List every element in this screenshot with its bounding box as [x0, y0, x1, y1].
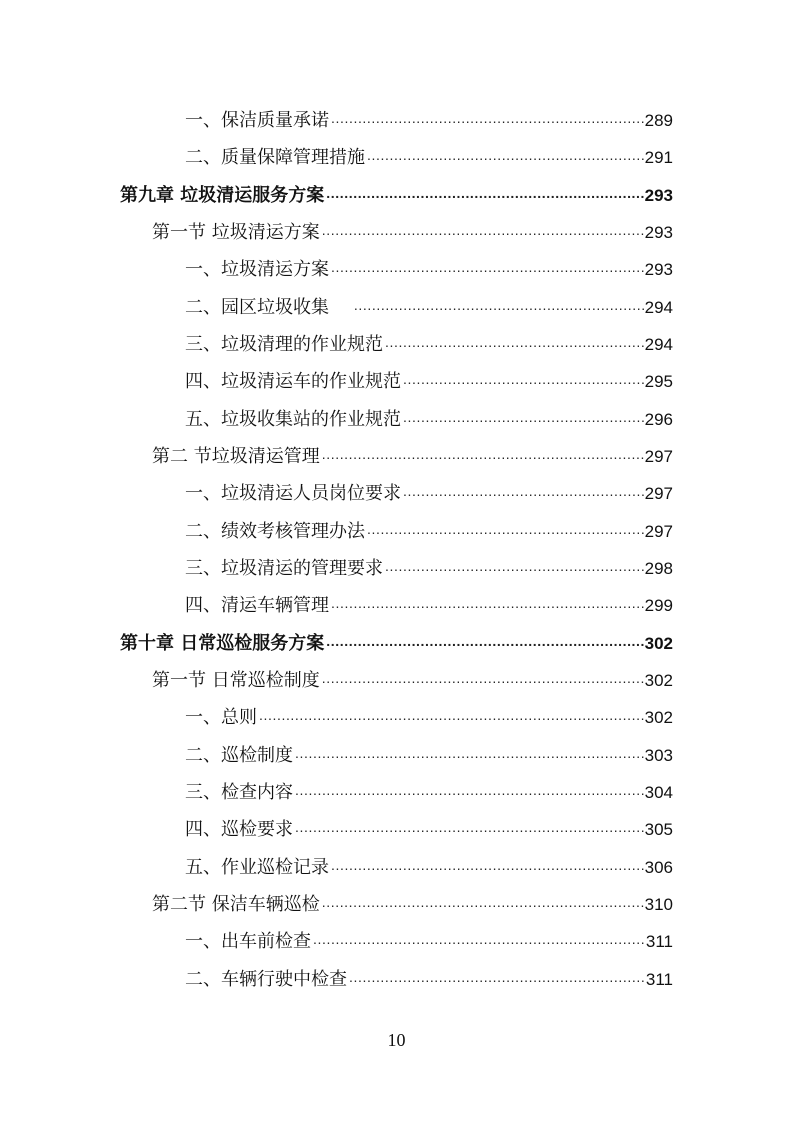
- toc-entry-label: 二、巡检制度: [185, 745, 293, 766]
- leader-dots: [349, 966, 645, 988]
- toc-entry-label: 三、垃圾清运的管理要求: [185, 558, 383, 579]
- toc-entry-page: 294: [644, 335, 673, 354]
- toc-entry-label: 一、垃圾清运方案: [185, 259, 329, 280]
- leader-dots: [295, 779, 644, 801]
- toc-entry-label: 二、质量保障管理措施: [185, 147, 365, 168]
- page-number: 10: [387, 1030, 406, 1050]
- leader-dots: [403, 406, 644, 428]
- toc-entry-label: 一、保洁质量承诺: [185, 110, 329, 131]
- toc-entry-page: 293: [644, 260, 673, 279]
- toc-entry[interactable]: [185, 475, 673, 505]
- toc-entry[interactable]: [185, 363, 673, 393]
- toc-entry-page: 293: [644, 223, 673, 242]
- toc-entry-label: 二、绩效考核管理办法: [185, 521, 365, 542]
- toc-entry[interactable]: [185, 513, 673, 543]
- toc-entry-page: 310: [644, 895, 673, 914]
- leader-dots: [367, 518, 644, 540]
- leader-dots: [354, 294, 644, 316]
- toc-entry[interactable]: [185, 849, 673, 879]
- toc-entry-label: 一、出车前检查: [185, 931, 311, 952]
- toc-entry[interactable]: [185, 961, 673, 991]
- leader-dots: [322, 443, 644, 465]
- toc-section-entry[interactable]: [152, 662, 673, 692]
- leader-dots: [331, 256, 644, 278]
- toc-entry-label: 第二 节垃圾清运管理: [152, 446, 320, 467]
- leader-dots: [322, 667, 644, 689]
- toc-section-entry[interactable]: [152, 886, 673, 916]
- toc-entry-page: 311: [645, 970, 673, 989]
- leader-dots: [295, 816, 644, 838]
- leader-dots: [259, 704, 644, 726]
- leader-dots: [326, 182, 643, 204]
- toc-entry[interactable]: [185, 699, 673, 729]
- toc-entry-label: 四、垃圾清运车的作业规范: [185, 371, 401, 392]
- toc-entry-label: 第一节 日常巡检制度: [152, 670, 320, 691]
- toc-entry-page: 304: [644, 783, 673, 802]
- toc-entry-page: 305: [644, 820, 673, 839]
- leader-dots: [385, 331, 644, 353]
- toc-entry-label: 二、园区垃圾收集: [185, 297, 352, 318]
- toc-entry-page: 294: [644, 298, 673, 317]
- toc-chapter-entry[interactable]: [120, 177, 673, 207]
- toc-entry-label: 五、作业巡检记录: [185, 857, 329, 878]
- toc-entry-page: 289: [644, 111, 673, 130]
- leader-dots: [313, 928, 645, 950]
- toc-entry[interactable]: [185, 737, 673, 767]
- toc-entry-label: 二、车辆行驶中检查: [185, 969, 347, 990]
- toc-section-entry[interactable]: [152, 438, 673, 468]
- toc-entry[interactable]: [185, 139, 673, 169]
- toc-entry-label: 五、垃圾收集站的作业规范: [185, 409, 401, 430]
- leader-dots: [367, 144, 644, 166]
- toc-entry-page: 296: [644, 410, 673, 429]
- toc-entry[interactable]: [185, 102, 673, 132]
- leader-dots: [385, 555, 644, 577]
- toc-entry-page: 302: [644, 634, 673, 653]
- toc-entry-page: 297: [644, 447, 673, 466]
- toc-entry-label: 三、垃圾清理的作业规范: [185, 334, 383, 355]
- toc-entry-page: 297: [644, 484, 673, 503]
- toc-entry-label: 第十章 日常巡检服务方案: [120, 633, 325, 654]
- toc-entry-label: 第二节 保洁车辆巡检: [152, 894, 320, 915]
- toc-entry[interactable]: [185, 811, 673, 841]
- toc-entry-page: 303: [644, 746, 673, 765]
- leader-dots: [331, 592, 644, 614]
- toc-entry-page: 293: [644, 186, 673, 205]
- toc-chapter-entry[interactable]: [120, 625, 673, 655]
- leader-dots: [322, 219, 644, 241]
- toc-entry-page: 302: [644, 671, 673, 690]
- toc-entry-page: 291: [644, 148, 673, 167]
- toc-entry-label: 一、总则: [185, 707, 257, 728]
- leader-dots: [322, 891, 644, 913]
- toc-entry-page: 306: [644, 858, 673, 877]
- toc-entry[interactable]: [185, 326, 673, 356]
- toc-entry-label: 三、检查内容: [185, 782, 293, 803]
- toc-entry-label: 四、清运车辆管理: [185, 595, 329, 616]
- toc-entry-page: 302: [644, 708, 673, 727]
- toc-entry[interactable]: [185, 289, 673, 319]
- toc-entry-label: 第一节 垃圾清运方案: [152, 222, 320, 243]
- toc-entry[interactable]: [185, 401, 673, 431]
- toc-entry-page: 299: [644, 596, 673, 615]
- toc-entry[interactable]: [185, 587, 673, 617]
- toc-entry-page: 297: [644, 522, 673, 541]
- leader-dots: [295, 742, 644, 764]
- toc-entry-page: 298: [644, 559, 673, 578]
- toc-entry[interactable]: [185, 774, 673, 804]
- toc-entry[interactable]: [185, 550, 673, 580]
- toc-entry-page: 295: [644, 372, 673, 391]
- leader-dots: [403, 480, 644, 502]
- toc-section-entry[interactable]: [152, 214, 673, 244]
- toc-entry-label: 四、巡检要求: [185, 819, 293, 840]
- toc-entry-label: 第九章 垃圾清运服务方案: [120, 185, 325, 206]
- leader-dots: [403, 368, 644, 390]
- toc-entry-label: 一、垃圾清运人员岗位要求: [185, 483, 401, 504]
- leader-dots: [326, 630, 643, 652]
- toc-entry[interactable]: [185, 251, 673, 281]
- leader-dots: [331, 854, 644, 876]
- toc-entry[interactable]: [185, 923, 673, 953]
- leader-dots: [331, 107, 644, 129]
- toc-entry-page: 311: [645, 932, 673, 951]
